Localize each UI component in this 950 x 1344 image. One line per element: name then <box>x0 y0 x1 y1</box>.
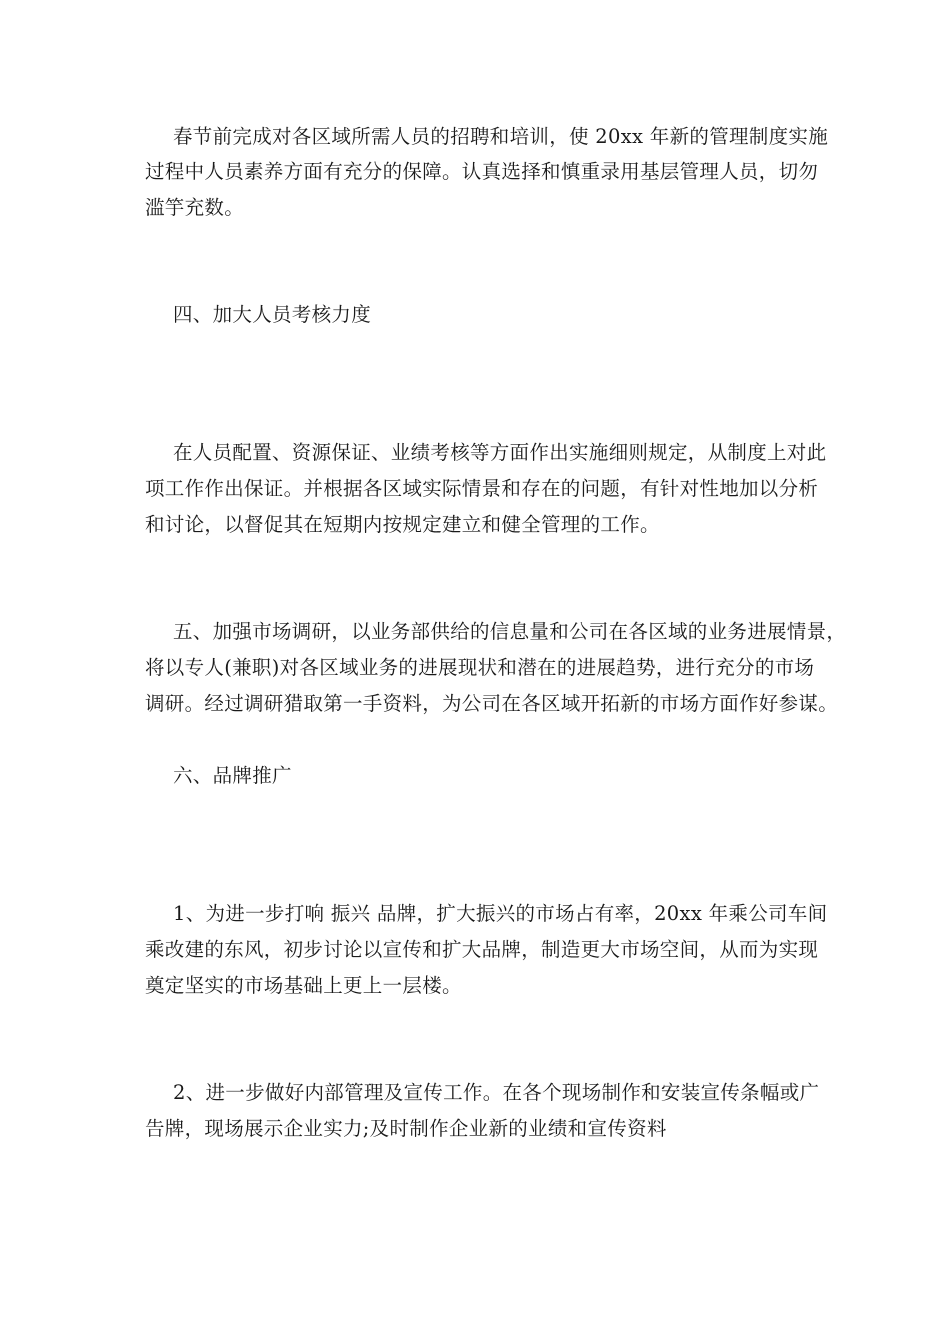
text-line: 滥竽充数。 <box>145 196 245 219</box>
text-line: 项工作作出保证。并根据各区域实际情景和存在的问题，有针对性地加以分析 <box>145 477 819 500</box>
text-line: 乘改建的东风，初步讨论以宣传和扩大品牌，制造更大市场空间，从而为实现 <box>145 938 819 961</box>
text-line: 1、为进一步打响 振兴 品牌，扩大振兴的市场占有率，20xx 年乘公司车间 <box>173 902 828 925</box>
text-line: 奠定坚实的市场基础上更上一层楼。 <box>145 974 462 997</box>
section-heading: 六、品牌推广 <box>173 764 292 787</box>
section-heading: 四、加大人员考核力度 <box>173 303 372 326</box>
text-line: 调研。经过调研猎取第一手资料，为公司在各区域开拓新的市场方面作好参谋。 <box>145 692 839 715</box>
text-line: 过程中人员素养方面有充分的保障。认真选择和慎重录用基层管理人员，切勿 <box>145 160 819 183</box>
text-line: 在人员配置、资源保证、业绩考核等方面作出实施细则规定，从制度上对此 <box>173 441 827 464</box>
text-line: 2、进一步做好内部管理及宣传工作。在各个现场制作和安装宣传条幅或广 <box>173 1081 820 1104</box>
text-line: 将以专人(兼职)对各区域业务的进展现状和潜在的进展趋势，进行充分的市场 <box>145 656 815 679</box>
text-line: 五、加强市场调研，以业务部供给的信息量和公司在各区域的业务进展情景， <box>173 620 847 643</box>
text-line: 和讨论，以督促其在短期内按规定建立和健全管理的工作。 <box>145 513 660 536</box>
text-line: 春节前完成对各区域所需人员的招聘和培训，使 20xx 年新的管理制度实施 <box>173 125 829 148</box>
text-line: 告牌，现场展示企业实力;及时制作企业新的业绩和宣传资料 <box>145 1117 667 1140</box>
